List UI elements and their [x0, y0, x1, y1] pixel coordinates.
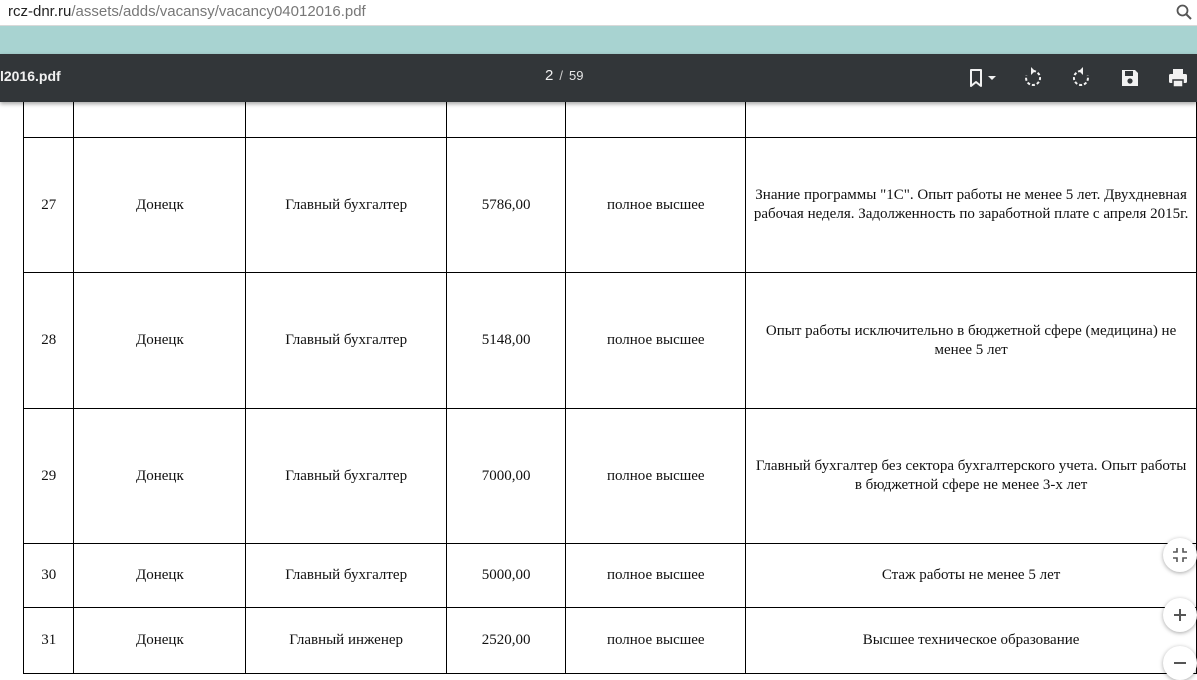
- cell-position: [246, 102, 447, 138]
- cell-position: Главный бухгалтер: [246, 138, 447, 273]
- cell-education: полное высшее: [566, 544, 746, 608]
- address-bar[interactable]: [0, 0, 1197, 26]
- table-row: [24, 409, 1197, 544]
- cell-salary: 7000,00: [446, 409, 565, 544]
- cell-city: [74, 102, 246, 138]
- cell-requirements: [746, 102, 1197, 138]
- table-row: [24, 273, 1197, 409]
- cell-number: 28: [24, 273, 74, 409]
- cell-position: Главный бухгалтер: [246, 544, 447, 608]
- table-row: [24, 138, 1197, 273]
- total-pages: 59: [568, 68, 584, 83]
- cell-number: 30: [24, 544, 74, 608]
- cell-salary: 5148,00: [446, 273, 565, 409]
- vacancy-table: [23, 102, 1197, 674]
- cell-education: полное высшее: [566, 608, 746, 674]
- fit-page-button[interactable]: [1163, 538, 1197, 572]
- cell-city: Донецк: [74, 544, 246, 608]
- cell-education: полное высшее: [566, 273, 746, 409]
- fit-page-icon: [1171, 546, 1189, 564]
- pdf-toolbar: [0, 54, 1197, 102]
- search-icon[interactable]: [1175, 3, 1193, 21]
- table-row: [24, 544, 1197, 608]
- cell-requirements: Опыт работы исключительно в бюджетной сфере (медицина) не менее 5 лет: [746, 273, 1197, 409]
- page-separator: /: [559, 68, 563, 83]
- table-row: [24, 102, 1197, 138]
- save-icon: [1118, 66, 1142, 90]
- cell-salary: 2520,00: [446, 608, 565, 674]
- cell-salary: 5786,00: [446, 138, 565, 273]
- url-path: /assets/adds/vacansy/vacancy04012016.pdf: [71, 3, 366, 20]
- chevron-down-icon: [988, 76, 996, 80]
- zoom-out-button[interactable]: [1163, 646, 1197, 680]
- url-host: rcz-dnr.ru: [8, 3, 72, 20]
- cell-education: [566, 102, 746, 138]
- cell-salary: [446, 102, 565, 138]
- page-indicator: [545, 67, 583, 84]
- document-title: l2016.pdf: [0, 68, 61, 84]
- cell-position: Главный бухгалтер: [246, 273, 447, 409]
- zoom-out-icon: [1171, 654, 1189, 672]
- table-row: [24, 608, 1197, 674]
- cell-city: Донецк: [74, 273, 246, 409]
- rotate-clockwise-button[interactable]: [1021, 66, 1045, 90]
- rotate-clockwise-icon: [1021, 66, 1045, 90]
- rotate-counterclockwise-button[interactable]: [1069, 66, 1093, 90]
- cell-number: 27: [24, 138, 74, 273]
- cell-city: Донецк: [74, 608, 246, 674]
- zoom-in-icon: [1171, 606, 1189, 624]
- cell-education: полное высшее: [566, 138, 746, 273]
- cell-number: 31: [24, 608, 74, 674]
- print-icon: [1166, 66, 1190, 90]
- cell-number: [24, 102, 74, 138]
- pdf-page: [0, 102, 1197, 676]
- rotate-counterclockwise-icon: [1069, 66, 1093, 90]
- cell-position: Главный бухгалтер: [246, 409, 447, 544]
- print-button[interactable]: [1166, 66, 1190, 90]
- accent-strip: [0, 26, 1197, 54]
- cell-requirements: Высшее техническое образование: [746, 608, 1197, 674]
- cell-number: 29: [24, 409, 74, 544]
- url-text[interactable]: [8, 3, 366, 20]
- cell-education: полное высшее: [566, 409, 746, 544]
- cell-requirements: Главный бухгалтер без сектора бухгалтерского учета. Опыт работы в бюджетной сфере не менее 3-х лет: [746, 409, 1197, 544]
- current-page-input[interactable]: 2: [545, 67, 554, 84]
- save-button[interactable]: [1118, 66, 1142, 90]
- cell-city: Донецк: [74, 409, 246, 544]
- zoom-in-button[interactable]: [1163, 598, 1197, 632]
- cell-position: Главный инженер: [246, 608, 447, 674]
- cell-requirements: Стаж работы не менее 5 лет: [746, 544, 1197, 608]
- cell-requirements: Знание программы "1С". Опыт работы не менее 5 лет. Двухдневная рабочая неделя. Задолженность по заработной плате с апреля 2015г.: [746, 138, 1197, 273]
- cell-city: Донецк: [74, 138, 246, 273]
- bookmark-menu-button[interactable]: [966, 66, 1002, 90]
- bookmark-icon: [966, 66, 1002, 90]
- cell-salary: 5000,00: [446, 544, 565, 608]
